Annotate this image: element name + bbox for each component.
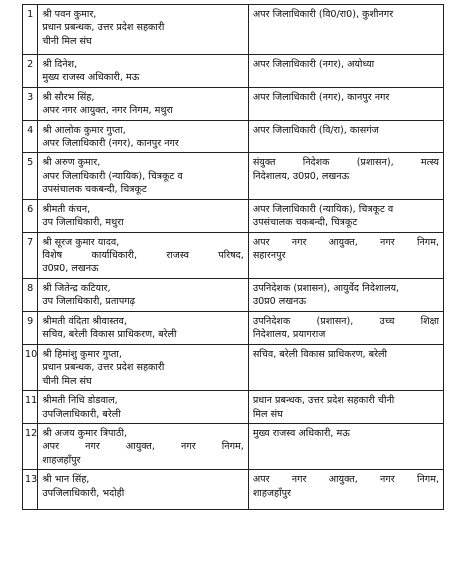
new-posting-cell	[248, 391, 443, 424]
officer-text-line: प्रधान प्रबन्धक, उत्तर प्रदेश सहकारी	[42, 362, 165, 374]
posting-text-line: उपसंचालक चकबन्दी, चित्रकूट	[252, 217, 358, 229]
officer-text-line: श्री भान सिंह,	[42, 474, 90, 486]
officer-text-line: श्री अरुण कुमार,	[42, 157, 101, 169]
table-row	[23, 153, 444, 199]
officer-name-current-post-cell	[38, 87, 249, 120]
new-posting-cell	[248, 87, 443, 120]
officer-text-line: अपर जिलाधिकारी (नगर), कानपुर नगर	[42, 138, 179, 150]
officer-name-current-post-cell	[38, 232, 249, 278]
new-posting-cell	[248, 120, 443, 153]
table-row	[23, 391, 444, 424]
serial-number-cell: 4	[23, 120, 38, 153]
serial-number-cell: 13	[23, 470, 38, 510]
new-posting-cell	[248, 232, 443, 278]
posting-text-line: अपर जिलाधिकारी (न्यायिक), चित्रकूट व	[252, 203, 394, 215]
officer-name-current-post-cell	[38, 423, 249, 469]
posting-text-line: निदेशालय, प्रयागराज	[252, 329, 326, 341]
officer-text-line: श्री आलोक कुमार गुप्ता,	[42, 124, 126, 136]
new-posting-cell	[248, 344, 443, 390]
posting-text-line: उपनिदेशक (प्रशासन), आयुर्वेद निदेशालय,	[252, 282, 400, 294]
posting-text-line: संयुक्त निदेशक (प्रशासन), मत्स्य	[252, 157, 439, 169]
serial-number-cell: 9	[23, 311, 38, 344]
posting-text-line: अपर जिलाधिकारी (नगर), कानपुर नगर	[252, 91, 390, 103]
officer-name-current-post-cell	[38, 153, 249, 199]
officer-text-line: चीनी मिल संघ	[42, 375, 92, 387]
table-row	[23, 344, 444, 390]
officer-text-line: मुख्य राजस्व अधिकारी, मऊ	[42, 72, 140, 84]
serial-number-cell: 6	[23, 199, 38, 232]
officer-text-line: श्री दिनेश,	[42, 59, 78, 70]
serial-number-cell: 2	[23, 55, 38, 88]
officer-name-current-post-cell	[38, 199, 249, 232]
transfer-list-document	[22, 4, 444, 510]
officer-text-line: श्रीमती निधि डोडवाल,	[42, 395, 118, 407]
officer-text-line: उप जिलाधिकारी, मथुरा	[42, 217, 124, 229]
serial-number-cell: 3	[23, 87, 38, 120]
transfer-table-body	[23, 5, 444, 510]
officer-text-line: श्री अजय कुमार त्रिपाठी,	[42, 427, 128, 439]
posting-text-line: निदेशालय, उ0प्र0, लखनऊ	[252, 170, 350, 182]
new-posting-cell	[248, 470, 443, 510]
table-row	[23, 199, 444, 232]
table-row	[23, 470, 444, 510]
officer-text-line: श्रीमती वंदिता श्रीवास्तव,	[42, 315, 127, 327]
posting-text-line: अपर जिलाधिकारी (वि0/रा0), कुशीनगर	[252, 9, 394, 20]
new-posting-cell	[248, 153, 443, 199]
serial-number-cell: 5	[23, 153, 38, 199]
officer-text-line: शाहजहाँपुर	[42, 454, 81, 466]
posting-text-line: मुख्य राजस्व अधिकारी, मऊ	[252, 427, 350, 439]
new-posting-cell	[248, 278, 443, 311]
table-row	[23, 55, 444, 88]
posting-text-line: अपर नगर आयुक्त, नगर निगम,	[252, 236, 439, 248]
serial-number-cell: 7	[23, 232, 38, 278]
serial-number-cell: 8	[23, 278, 38, 311]
officer-text-line: श्री सौरभ सिंह,	[42, 91, 95, 103]
serial-number-cell: 1	[23, 5, 38, 55]
officer-text-line: श्री सूरज कुमार यादव,	[42, 236, 120, 248]
table-row	[23, 87, 444, 120]
new-posting-cell	[248, 311, 443, 344]
new-posting-cell	[248, 199, 443, 232]
table-row	[23, 423, 444, 469]
officer-text-line: उप जिलाधिकारी, प्रतापगढ़	[42, 296, 136, 308]
officer-text-line: उपजिलाधिकारी, भदोही	[42, 487, 125, 499]
officer-text-line: श्रीमती कंचन,	[42, 203, 91, 215]
serial-number-cell: 12	[23, 423, 38, 469]
new-posting-cell	[248, 423, 443, 469]
officer-name-current-post-cell	[38, 311, 249, 344]
posting-text-line: उ0प्र0 लखनऊ	[252, 296, 306, 308]
table-row	[23, 120, 444, 153]
table-row	[23, 278, 444, 311]
transfer-table	[22, 4, 444, 510]
officer-name-current-post-cell	[38, 391, 249, 424]
officer-text-line: चीनी मिल संघ	[42, 35, 92, 47]
officer-name-current-post-cell	[38, 5, 249, 55]
officer-name-current-post-cell	[38, 344, 249, 390]
officer-name-current-post-cell	[38, 278, 249, 311]
officer-text-line: अपर नगर आयुक्त, नगर निगम,	[42, 441, 244, 453]
table-row	[23, 5, 444, 55]
officer-name-current-post-cell	[38, 55, 249, 88]
officer-text-line: श्री जितेन्द्र कटियार,	[42, 282, 111, 294]
officer-text-line: उपजिलाधिकारी, बरेली	[42, 408, 121, 420]
posting-text-line: सहारनपुर	[252, 250, 286, 262]
officer-text-line: विशेष कार्याधिकारी, राजस्व परिषद,	[42, 250, 244, 262]
officer-text-line: अपर नगर आयुक्त, नगर निगम, मथुरा	[42, 105, 173, 117]
table-row	[23, 311, 444, 344]
posting-text-line: सचिव, बरेली विकास प्राधिकरण, बरेली	[252, 348, 388, 360]
posting-text-line: अपर जिलाधिकारी (वि/रा), कासगंज	[252, 124, 379, 136]
posting-text-line: मिल संघ	[252, 408, 283, 420]
posting-text-line: प्रधान प्रबन्धक, उत्तर प्रदेश सहकारी चीनी	[252, 395, 395, 407]
officer-text-line: श्री पवन कुमार,	[42, 9, 97, 20]
posting-text-line: अपर जिलाधिकारी (नगर), अयोध्या	[252, 59, 375, 70]
officer-text-line: सचिव, बरेली विकास प्राधिकरण, बरेली	[42, 329, 177, 341]
posting-text-line: शाहजहाँपुर	[252, 487, 291, 499]
officer-text-line: प्रधान प्रबन्धक, उत्तर प्रदेश सहकारी	[42, 22, 165, 34]
officer-name-current-post-cell	[38, 470, 249, 510]
table-row	[23, 232, 444, 278]
new-posting-cell	[248, 5, 443, 55]
officer-text-line: श्री हिमांशु कुमार गुप्ता,	[42, 348, 122, 360]
serial-number-cell: 11	[23, 391, 38, 424]
new-posting-cell	[248, 55, 443, 88]
officer-text-line: उ0प्र0, लखनऊ	[42, 263, 99, 275]
officer-name-current-post-cell	[38, 120, 249, 153]
posting-text-line: अपर नगर आयुक्त, नगर निगम,	[252, 474, 439, 486]
serial-number-cell: 10	[23, 344, 38, 390]
officer-text-line: अपर जिलाधिकारी (न्यायिक), चित्रकूट व	[42, 170, 183, 182]
posting-text-line: उपनिदेशक (प्रशासन), उच्च शिक्षा	[252, 315, 439, 327]
officer-text-line: उपसंचालक चकबन्दी, चित्रकूट	[42, 184, 147, 196]
